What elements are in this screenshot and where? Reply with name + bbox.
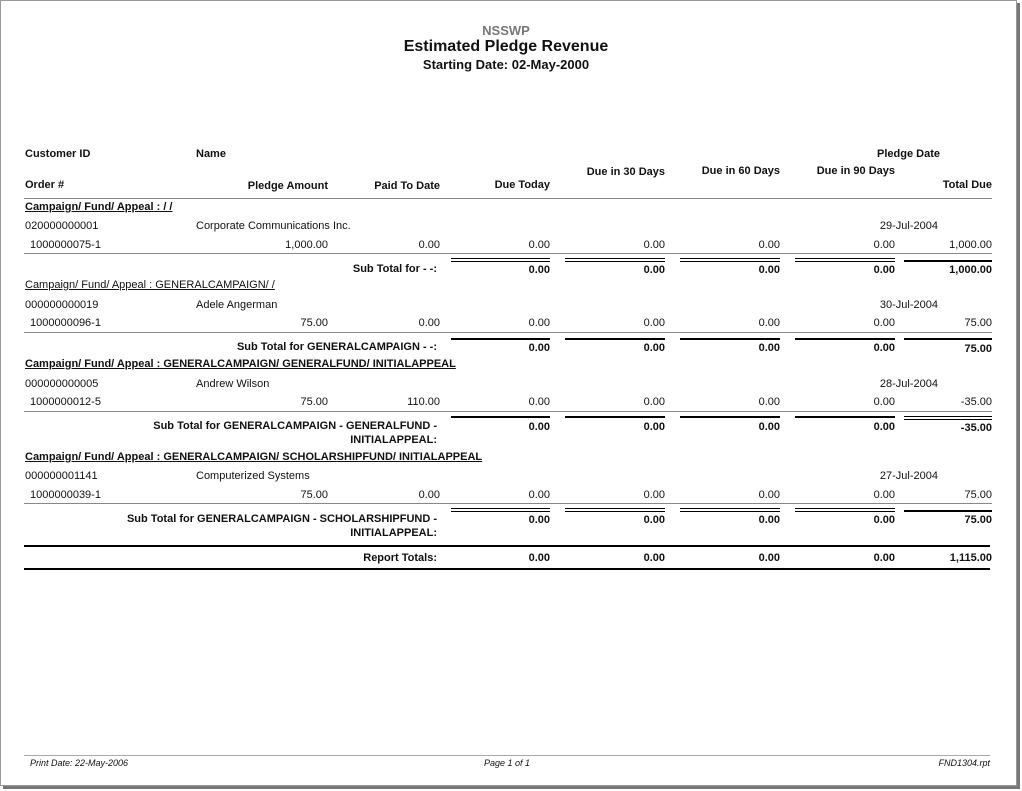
col-pledge-amount: Pledge Amount [247, 180, 328, 192]
col-name: Name [196, 148, 226, 160]
subtotal-rule [680, 416, 780, 418]
due-today: 0.00 [528, 396, 550, 408]
subtotal-due-90: 0.00 [873, 264, 895, 276]
subtotal-due-30: 0.00 [643, 421, 665, 433]
subtotal-rule [904, 338, 992, 340]
subtotal-total: -35.00 [960, 422, 992, 434]
report-total-due-60: 0.00 [758, 552, 780, 564]
pledge-amount: 1,000.00 [285, 239, 328, 251]
pledge-amount: 75.00 [300, 489, 328, 501]
due-60: 0.00 [758, 396, 780, 408]
pledge-amount: 75.00 [300, 317, 328, 329]
report-total-due: 1,115.00 [949, 552, 992, 564]
row-rule [24, 253, 992, 254]
paid-to-date: 110.00 [407, 396, 440, 408]
subtotal-due-today: 0.00 [528, 514, 550, 526]
order-number: 1000000039-1 [30, 489, 101, 501]
col-order: Order # [25, 179, 65, 191]
report-totals-label: Report Totals: [363, 552, 437, 564]
report-file: FND1304.rpt [938, 758, 990, 768]
subtotal-label: Sub Total for - -: [352, 263, 437, 275]
subtotal-rule [451, 508, 550, 512]
col-paid-to-date: Paid To Date [374, 180, 440, 192]
due-today: 0.00 [528, 317, 550, 329]
subtotal-label-continued: INITIALAPPEAL: [350, 434, 437, 446]
order-number: 1000000075-1 [30, 239, 101, 251]
report-subtitle: Starting Date: 02-May-2000 [422, 57, 590, 72]
subtotal-rule [680, 338, 780, 340]
subtotal-rule [795, 258, 895, 262]
subtotal-due-30: 0.00 [643, 514, 665, 526]
subtotal-rule [565, 508, 665, 512]
customer-id: 000000001141 [25, 470, 98, 482]
due-60: 0.00 [758, 317, 780, 329]
subtotal-label: Sub Total for GENERALCAMPAIGN - GENERALFUND - [153, 420, 437, 432]
due-90: 0.00 [873, 239, 895, 251]
order-number: 1000000012-5 [30, 396, 101, 408]
report-title: Estimated Pledge Revenue [403, 38, 609, 55]
col-pledge-date: Pledge Date [877, 148, 940, 160]
subtotal-due-60: 0.00 [758, 264, 780, 276]
customer-name: Adele Angerman [196, 299, 278, 311]
report-totals-top-rule [24, 545, 990, 547]
subtotal-due-30: 0.00 [643, 264, 665, 276]
col-due-60: Due in 60 Days [701, 165, 780, 177]
subtotal-due-today: 0.00 [528, 421, 550, 433]
subtotal-due-60: 0.00 [758, 342, 780, 354]
subtotal-rule [565, 258, 665, 262]
customer-id: 000000000019 [25, 299, 99, 311]
pledge-date: 27-Jul-2004 [879, 470, 938, 482]
col-due-today: Due Today [494, 179, 550, 191]
order-number: 1000000096-1 [30, 317, 101, 329]
subtotal-rule [795, 338, 895, 340]
paid-to-date: 0.00 [418, 489, 440, 501]
group-heading: Campaign/ Fund/ Appeal : GENERALCAMPAIGN/ GENERALFUND/ INITIALAPPEAL [25, 358, 456, 370]
pledge-date: 29-Jul-2004 [879, 220, 938, 232]
subtotal-due-60: 0.00 [758, 421, 780, 433]
total-due: 75.00 [964, 317, 992, 329]
subtotal-rule [904, 260, 992, 262]
due-60: 0.00 [758, 239, 780, 251]
subtotal-label-continued: INITIALAPPEAL: [350, 527, 437, 539]
report-total-due-today: 0.00 [528, 552, 550, 564]
subtotal-rule [680, 508, 780, 512]
col-customer-id: Customer ID [25, 148, 91, 160]
subtotal-due-90: 0.00 [873, 514, 895, 526]
group-heading: Campaign/ Fund/ Appeal : GENERALCAMPAIGN/ SCHOLARSHIPFUND/ INITIALAPPEAL [25, 451, 483, 463]
subtotal-total: 75.00 [964, 343, 992, 355]
due-90: 0.00 [873, 489, 895, 501]
due-30: 0.00 [643, 239, 665, 251]
subtotal-due-today: 0.00 [528, 342, 550, 354]
subtotal-due-60: 0.00 [758, 514, 780, 526]
customer-id: 000000000005 [25, 378, 99, 390]
due-30: 0.00 [643, 317, 665, 329]
subtotal-label: Sub Total for GENERALCAMPAIGN - -: [236, 341, 437, 353]
customer-name: Computerized Systems [196, 470, 310, 482]
subtotal-rule [451, 338, 550, 340]
subtotal-due-90: 0.00 [873, 342, 895, 354]
subtotal-rule [904, 510, 992, 512]
customer-name: Andrew Wilson [196, 378, 270, 390]
page-number: Page 1 of 1 [483, 758, 531, 768]
paid-to-date: 0.00 [418, 239, 440, 251]
group-heading: Campaign/ Fund/ Appeal : GENERALCAMPAIGN/ / [25, 279, 275, 291]
pledge-date: 28-Jul-2004 [879, 378, 938, 390]
subtotal-rule [565, 338, 665, 340]
print-date: Print Date: 22-May-2006 [30, 758, 129, 768]
col-due-90: Due in 90 Days [816, 165, 895, 177]
due-30: 0.00 [643, 489, 665, 501]
subtotal-rule [451, 416, 550, 418]
row-rule [24, 332, 992, 333]
row-rule [24, 411, 992, 412]
paid-to-date: 0.00 [418, 317, 440, 329]
col-due-30: Due in 30 Days [586, 166, 665, 178]
pledge-amount: 75.00 [300, 396, 328, 408]
subtotal-due-90: 0.00 [873, 421, 895, 433]
subtotal-rule [795, 416, 895, 418]
subtotal-total: 1,000.00 [949, 264, 992, 276]
due-30: 0.00 [643, 396, 665, 408]
subtotal-due-30: 0.00 [643, 342, 665, 354]
pledge-date: 30-Jul-2004 [879, 299, 938, 311]
due-90: 0.00 [873, 396, 895, 408]
subtotal-rule [680, 258, 780, 262]
subtotal-rule [451, 258, 550, 262]
customer-name: Corporate Communications Inc. [196, 220, 351, 232]
report-totals-bottom-rule [24, 568, 990, 570]
due-60: 0.00 [758, 489, 780, 501]
total-due: 1,000.00 [949, 239, 992, 251]
report-org: NSSWP [482, 23, 530, 38]
total-due: -35.00 [960, 396, 992, 408]
total-due: 75.00 [964, 489, 992, 501]
customer-id: 020000000001 [25, 220, 99, 232]
due-90: 0.00 [873, 317, 895, 329]
due-today: 0.00 [528, 239, 550, 251]
footer-rule [24, 755, 990, 756]
due-today: 0.00 [528, 489, 550, 501]
report-total-due-90: 0.00 [873, 552, 895, 564]
header-rule [24, 198, 992, 199]
subtotal-rule [795, 508, 895, 512]
report-total-due-30: 0.00 [643, 552, 665, 564]
subtotal-rule [904, 416, 992, 420]
group-heading: Campaign/ Fund/ Appeal : / / [25, 201, 173, 213]
subtotal-due-today: 0.00 [528, 264, 550, 276]
subtotal-label: Sub Total for GENERALCAMPAIGN - SCHOLARSHIPFUND - [126, 513, 437, 525]
row-rule [24, 503, 992, 504]
subtotal-rule [565, 416, 665, 418]
col-total-due: Total Due [942, 179, 992, 191]
subtotal-total: 75.00 [964, 514, 992, 526]
